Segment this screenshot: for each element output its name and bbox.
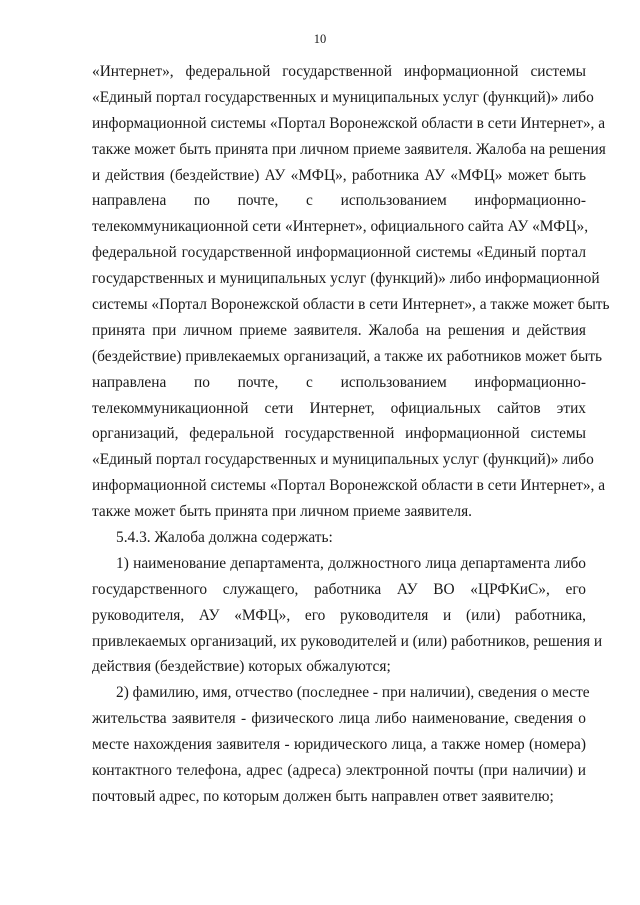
text-line: и действия (бездействие) АУ «МФЦ», работника АУ «МФЦ» может быть <box>92 166 586 184</box>
text-line: принята при личном приеме заявителя. Жалоба на решения и действия <box>92 321 586 339</box>
document-body <box>92 59 610 810</box>
text-line: «Интернет», федеральной государственной информационной системы <box>92 63 586 80</box>
text-line: жительства заявителя - физического лица либо наименование, сведения о <box>92 710 586 728</box>
text-line: привлекаемых организаций, их руководителей и (или) работников, решения и <box>92 632 603 650</box>
text-line: направлена по почте, с использованием информационно- <box>92 373 586 391</box>
text-line: контактного телефона, адрес (адреса) электронной почты (при наличии) и <box>92 762 586 780</box>
text-line: информационной системы «Портал Воронежской области в сети Интернет», а <box>92 114 606 132</box>
text-line: организаций, федеральной государственной информационной системы <box>92 425 586 443</box>
text-line: системы «Портал Воронежской области в сети Интернет», а также может быть <box>92 296 610 314</box>
text-line: месте нахождения заявителя - юридического лица, а также номер (номера) <box>92 736 586 754</box>
text-line: также может быть принята при личном приеме заявителя. <box>92 503 473 521</box>
page-number: 10 <box>313 32 327 46</box>
text-line: 1) наименование департамента, должностного лица департамента либо <box>116 554 586 572</box>
text-line: государственного служащего, работника АУ ВО «ЦРФКиС», его <box>92 580 586 598</box>
text-line: телекоммуникационной сети «Интернет», официального сайта АУ «МФЦ», <box>92 218 589 236</box>
text-line: «Единый портал государственных и муниципальных услуг (функций)» либо <box>92 88 594 106</box>
text-line: 5.4.3. Жалоба должна содержать: <box>116 529 333 547</box>
text-line: государственных и муниципальных услуг (функций)» либо информационной <box>92 270 600 288</box>
text-line: «Единый портал государственных и муниципальных услуг (функций)» либо <box>92 451 594 469</box>
text-line: 2) фамилию, имя, отчество (последнее - при наличии), сведения о месте <box>116 684 590 702</box>
text-line: действия (бездействие) которых обжалуются; <box>92 658 391 676</box>
text-line: федеральной государственной информационной системы «Единый портал <box>92 244 586 262</box>
text-line: информационной системы «Портал Воронежской области в сети Интернет», а <box>92 477 606 495</box>
text-line: руководителя, АУ «МФЦ», его руководителя и (или) работника, <box>92 606 586 624</box>
text-line: также может быть принята при личном приеме заявителя. Жалоба на решения <box>92 140 606 158</box>
text-line: почтовый адрес, по которым должен быть направлен ответ заявителю; <box>92 787 554 805</box>
text-line: телекоммуникационной сети Интернет, официальных сайтов этих <box>92 399 586 417</box>
text-line: направлена по почте, с использованием информационно- <box>92 192 586 210</box>
text-line: (бездействие) привлекаемых организаций, а также их работников может быть <box>92 347 603 365</box>
